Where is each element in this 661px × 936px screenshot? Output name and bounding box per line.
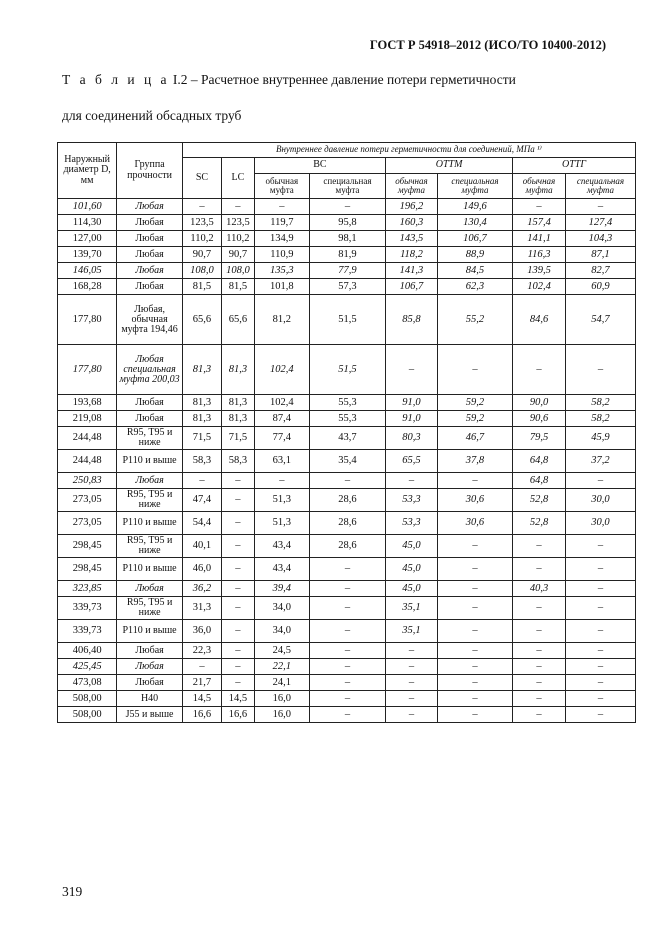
cell-value: 102,4 — [254, 395, 309, 411]
cell-value: 71,5 — [222, 427, 255, 450]
cell-group: Любая — [117, 247, 183, 263]
cell-value: 135,3 — [254, 263, 309, 279]
cell-value: 22,3 — [182, 643, 221, 659]
cell-value: – — [309, 558, 385, 581]
cell-value: 30,0 — [565, 489, 635, 512]
header-bc-regular: обычная муфта — [254, 174, 309, 199]
cell-diameter: 508,00 — [58, 707, 117, 723]
cell-value: 55,3 — [309, 411, 385, 427]
cell-value: 110,2 — [222, 231, 255, 247]
cell-group: Любая — [117, 675, 183, 691]
cell-group: R95, T95 и ниже — [117, 427, 183, 450]
cell-value: 81,5 — [182, 279, 221, 295]
cell-value: 106,7 — [386, 279, 438, 295]
cell-value: 196,2 — [386, 199, 438, 215]
cell-value: 90,0 — [513, 395, 566, 411]
cell-group: P110 и выше — [117, 512, 183, 535]
cell-value: 98,1 — [309, 231, 385, 247]
cell-value: – — [386, 643, 438, 659]
cell-diameter: 114,30 — [58, 215, 117, 231]
cell-value: – — [222, 489, 255, 512]
cell-value: 35,1 — [386, 597, 438, 620]
cell-value: 81,3 — [222, 395, 255, 411]
cell-value: – — [222, 199, 255, 215]
cell-value: 149,6 — [437, 199, 512, 215]
cell-value: – — [386, 691, 438, 707]
cell-value: – — [513, 199, 566, 215]
cell-diameter: 244,48 — [58, 427, 117, 450]
cell-value: 104,3 — [565, 231, 635, 247]
cell-value: 35,1 — [386, 620, 438, 643]
cell-value: – — [222, 643, 255, 659]
cell-value: 45,0 — [386, 535, 438, 558]
cell-value: 53,3 — [386, 512, 438, 535]
cell-value: 43,4 — [254, 535, 309, 558]
cell-value: 46,0 — [182, 558, 221, 581]
cell-value: 127,4 — [565, 215, 635, 231]
cell-value: 81,3 — [222, 411, 255, 427]
cell-value: 141,3 — [386, 263, 438, 279]
cell-value: – — [565, 597, 635, 620]
cell-value: – — [437, 535, 512, 558]
cell-value: 16,6 — [182, 707, 221, 723]
cell-value: – — [222, 659, 255, 675]
cell-value: 51,5 — [309, 345, 385, 395]
cell-value: – — [182, 199, 221, 215]
cell-value: 123,5 — [182, 215, 221, 231]
header-sc: SC — [182, 158, 221, 199]
cell-value: 52,8 — [513, 512, 566, 535]
cell-value: – — [222, 597, 255, 620]
cell-value: – — [254, 473, 309, 489]
cell-value: 81,3 — [182, 411, 221, 427]
caption-number: I.2 — [172, 72, 188, 87]
table-row — [58, 597, 636, 620]
cell-value: 30,6 — [437, 489, 512, 512]
cell-group: R95, T95 и ниже — [117, 535, 183, 558]
cell-value: – — [309, 707, 385, 723]
cell-value: – — [182, 659, 221, 675]
cell-diameter: 168,28 — [58, 279, 117, 295]
header-diameter: Наружный диаметр D, мм — [58, 143, 117, 199]
cell-value: – — [565, 675, 635, 691]
cell-value: – — [309, 691, 385, 707]
cell-diameter: 473,08 — [58, 675, 117, 691]
cell-value: 64,8 — [513, 450, 566, 473]
page-number: 319 — [62, 884, 83, 899]
cell-group: Любая — [117, 263, 183, 279]
cell-value: 54,4 — [182, 512, 221, 535]
cell-value: 64,8 — [513, 473, 566, 489]
cell-diameter: 406,40 — [58, 643, 117, 659]
cell-group: Любая — [117, 643, 183, 659]
cell-value: – — [513, 659, 566, 675]
table-row — [58, 199, 636, 215]
cell-diameter: 177,80 — [58, 345, 117, 395]
cell-group: Любая — [117, 199, 183, 215]
cell-value: 130,4 — [437, 215, 512, 231]
cell-value: 59,2 — [437, 395, 512, 411]
cell-value: 39,4 — [254, 581, 309, 597]
cell-value: 81,3 — [182, 395, 221, 411]
cell-value: 71,5 — [182, 427, 221, 450]
cell-value: 59,2 — [437, 411, 512, 427]
cell-value: – — [513, 675, 566, 691]
cell-value: 21,7 — [182, 675, 221, 691]
cell-value: 82,7 — [565, 263, 635, 279]
cell-value: – — [309, 581, 385, 597]
cell-value: 36,2 — [182, 581, 221, 597]
cell-value: 52,8 — [513, 489, 566, 512]
cell-value: – — [222, 473, 255, 489]
cell-diameter: 101,60 — [58, 199, 117, 215]
table-row — [58, 411, 636, 427]
cell-value: – — [309, 643, 385, 659]
cell-value: – — [513, 535, 566, 558]
cell-diameter: 177,80 — [58, 295, 117, 345]
cell-value: 30,6 — [437, 512, 512, 535]
cell-value: – — [222, 675, 255, 691]
cell-value: 35,4 — [309, 450, 385, 473]
table-row — [58, 675, 636, 691]
cell-value: 28,6 — [309, 489, 385, 512]
cell-value: 24,1 — [254, 675, 309, 691]
cell-diameter: 273,05 — [58, 489, 117, 512]
cell-value: – — [565, 345, 635, 395]
cell-value: 87,4 — [254, 411, 309, 427]
cell-group: Любая, обычная муфта 194,46 — [117, 295, 183, 345]
cell-diameter: 298,45 — [58, 535, 117, 558]
caption-label: Т а б л и ц а — [62, 72, 170, 87]
cell-value: 84,5 — [437, 263, 512, 279]
table-row — [58, 345, 636, 395]
cell-diameter: 339,73 — [58, 620, 117, 643]
cell-value: 81,2 — [254, 295, 309, 345]
cell-value: – — [386, 345, 438, 395]
cell-value: – — [437, 597, 512, 620]
cell-value: 54,7 — [565, 295, 635, 345]
header-bc: BC — [254, 158, 385, 174]
cell-value: – — [437, 675, 512, 691]
table-row — [58, 450, 636, 473]
cell-value: 58,3 — [182, 450, 221, 473]
cell-diameter: 323,85 — [58, 581, 117, 597]
cell-value: – — [513, 558, 566, 581]
table-row — [58, 263, 636, 279]
cell-value: 45,0 — [386, 581, 438, 597]
header-ottm: ОТТМ — [386, 158, 513, 174]
cell-value: – — [386, 675, 438, 691]
cell-value: 108,0 — [222, 263, 255, 279]
cell-value: – — [513, 691, 566, 707]
cell-value: – — [386, 473, 438, 489]
cell-diameter: 339,73 — [58, 597, 117, 620]
cell-diameter: 508,00 — [58, 691, 117, 707]
cell-value: 106,7 — [437, 231, 512, 247]
header-lc: LC — [222, 158, 255, 199]
cell-value: 119,7 — [254, 215, 309, 231]
cell-diameter: 193,68 — [58, 395, 117, 411]
cell-value: 123,5 — [222, 215, 255, 231]
cell-value: 34,0 — [254, 620, 309, 643]
cell-value: 51,5 — [309, 295, 385, 345]
cell-value: – — [437, 691, 512, 707]
table-row — [58, 707, 636, 723]
cell-group: R95, T95 и ниже — [117, 489, 183, 512]
caption-title-part1: – Расчетное внутреннее давление потери герметичности — [190, 72, 516, 87]
cell-value: 65,6 — [222, 295, 255, 345]
cell-value: 47,4 — [182, 489, 221, 512]
cell-value: 58,3 — [222, 450, 255, 473]
cell-value: – — [309, 473, 385, 489]
cell-value: 116,3 — [513, 247, 566, 263]
cell-value: 65,6 — [182, 295, 221, 345]
cell-group: Любая — [117, 659, 183, 675]
cell-value: – — [437, 558, 512, 581]
cell-value: 16,0 — [254, 691, 309, 707]
caption-title-part2: для соединений обсадных труб — [62, 108, 242, 123]
cell-value: 37,8 — [437, 450, 512, 473]
cell-value: 157,4 — [513, 215, 566, 231]
table-row — [58, 620, 636, 643]
cell-group: Любая — [117, 395, 183, 411]
cell-value: 55,2 — [437, 295, 512, 345]
cell-value: – — [565, 558, 635, 581]
cell-value: 45,0 — [386, 558, 438, 581]
cell-value: 28,6 — [309, 535, 385, 558]
cell-value: 134,9 — [254, 231, 309, 247]
cell-diameter: 139,70 — [58, 247, 117, 263]
cell-value: 53,3 — [386, 489, 438, 512]
cell-value: – — [222, 558, 255, 581]
table-row — [58, 581, 636, 597]
cell-value: – — [565, 535, 635, 558]
cell-value: 141,1 — [513, 231, 566, 247]
cell-diameter: 425,45 — [58, 659, 117, 675]
cell-value: – — [222, 512, 255, 535]
table-row — [58, 395, 636, 411]
cell-value: 55,3 — [309, 395, 385, 411]
table-row — [58, 643, 636, 659]
table-row — [58, 512, 636, 535]
cell-value: 77,9 — [309, 263, 385, 279]
cell-group: Любая — [117, 473, 183, 489]
cell-value: 90,7 — [222, 247, 255, 263]
cell-group: Любая — [117, 411, 183, 427]
cell-value: 16,0 — [254, 707, 309, 723]
cell-group: H40 — [117, 691, 183, 707]
cell-diameter: 127,00 — [58, 231, 117, 247]
cell-value: 57,3 — [309, 279, 385, 295]
table-row — [58, 247, 636, 263]
table-row — [58, 295, 636, 345]
table-row — [58, 427, 636, 450]
cell-value: 160,3 — [386, 215, 438, 231]
table-row — [58, 473, 636, 489]
cell-value: 90,7 — [182, 247, 221, 263]
table-row — [58, 279, 636, 295]
cell-value: 79,5 — [513, 427, 566, 450]
cell-value: 118,2 — [386, 247, 438, 263]
header-bc-special: специальная муфта — [309, 174, 385, 199]
header-ottg-regular: обычная муфта — [513, 174, 566, 199]
cell-diameter: 298,45 — [58, 558, 117, 581]
cell-value: – — [437, 581, 512, 597]
cell-value: – — [386, 659, 438, 675]
cell-value: – — [309, 659, 385, 675]
cell-value: 84,6 — [513, 295, 566, 345]
cell-value: 65,5 — [386, 450, 438, 473]
cell-value: 81,3 — [222, 345, 255, 395]
cell-value: – — [565, 707, 635, 723]
cell-value: 88,9 — [437, 247, 512, 263]
header-group: Группа прочности — [117, 143, 183, 199]
cell-value: – — [565, 581, 635, 597]
cell-value: – — [309, 675, 385, 691]
cell-group: Любая — [117, 231, 183, 247]
cell-value: 51,3 — [254, 489, 309, 512]
cell-value: 45,9 — [565, 427, 635, 450]
cell-value: – — [222, 535, 255, 558]
header-ottg-special: специальная муфта — [565, 174, 635, 199]
cell-value: 110,2 — [182, 231, 221, 247]
cell-value: 43,4 — [254, 558, 309, 581]
cell-value: – — [254, 199, 309, 215]
cell-value: 40,3 — [513, 581, 566, 597]
table-row — [58, 659, 636, 675]
cell-value: 60,9 — [565, 279, 635, 295]
cell-value: 108,0 — [182, 263, 221, 279]
cell-value: 51,3 — [254, 512, 309, 535]
cell-value: – — [565, 659, 635, 675]
cell-group: P110 и выше — [117, 620, 183, 643]
cell-group: P110 и выше — [117, 558, 183, 581]
cell-group: R95, T95 и ниже — [117, 597, 183, 620]
cell-value: – — [565, 620, 635, 643]
cell-value: – — [565, 199, 635, 215]
table-row — [58, 558, 636, 581]
cell-value: – — [222, 620, 255, 643]
cell-value: – — [513, 597, 566, 620]
cell-value: 58,2 — [565, 411, 635, 427]
cell-value: – — [309, 597, 385, 620]
cell-value: 87,1 — [565, 247, 635, 263]
header-ottm-regular: обычная муфта — [386, 174, 438, 199]
cell-value: 22,1 — [254, 659, 309, 675]
cell-value: 139,5 — [513, 263, 566, 279]
cell-value: 143,5 — [386, 231, 438, 247]
cell-group: P110 и выше — [117, 450, 183, 473]
cell-group: J55 и выше — [117, 707, 183, 723]
table-row — [58, 535, 636, 558]
document-header: ГОСТ Р 54918–2012 (ИСО/ТО 10400-2012) — [369, 38, 606, 52]
cell-value: 14,5 — [182, 691, 221, 707]
cell-value: 28,6 — [309, 512, 385, 535]
cell-value: 90,6 — [513, 411, 566, 427]
cell-value: – — [437, 345, 512, 395]
cell-value: – — [437, 473, 512, 489]
cell-value: 91,0 — [386, 411, 438, 427]
cell-value: – — [437, 643, 512, 659]
cell-value: 14,5 — [222, 691, 255, 707]
cell-value: – — [222, 581, 255, 597]
cell-value: 91,0 — [386, 395, 438, 411]
cell-diameter: 244,48 — [58, 450, 117, 473]
cell-diameter: 146,05 — [58, 263, 117, 279]
cell-value: 31,3 — [182, 597, 221, 620]
table-row — [58, 231, 636, 247]
cell-group: Любая — [117, 279, 183, 295]
cell-value: 80,3 — [386, 427, 438, 450]
cell-group: Любая — [117, 581, 183, 597]
pressure-table — [57, 142, 636, 723]
cell-value: 36,0 — [182, 620, 221, 643]
cell-value: 95,8 — [309, 215, 385, 231]
cell-value: 102,4 — [513, 279, 566, 295]
cell-value: 40,1 — [182, 535, 221, 558]
table-row — [58, 215, 636, 231]
header-ottg: ОТТГ — [513, 158, 636, 174]
cell-value: 16,6 — [222, 707, 255, 723]
cell-value: 24,5 — [254, 643, 309, 659]
cell-value: 81,9 — [309, 247, 385, 263]
table-row — [58, 489, 636, 512]
cell-value: 102,4 — [254, 345, 309, 395]
cell-group: Любая специальная муфта 200,03 — [117, 345, 183, 395]
cell-value: 37,2 — [565, 450, 635, 473]
cell-value: – — [513, 643, 566, 659]
cell-diameter: 273,05 — [58, 512, 117, 535]
header-ottm-special: специальная муфта — [437, 174, 512, 199]
cell-value: – — [437, 659, 512, 675]
cell-value: 43,7 — [309, 427, 385, 450]
cell-value: – — [437, 620, 512, 643]
cell-diameter: 250,83 — [58, 473, 117, 489]
cell-value: 63,1 — [254, 450, 309, 473]
cell-value: 77,4 — [254, 427, 309, 450]
table-body — [58, 199, 636, 723]
cell-value: – — [386, 707, 438, 723]
cell-value: 58,2 — [565, 395, 635, 411]
cell-value: – — [565, 643, 635, 659]
cell-value: – — [182, 473, 221, 489]
cell-value: 85,8 — [386, 295, 438, 345]
cell-value: 30,0 — [565, 512, 635, 535]
cell-value: – — [565, 473, 635, 489]
cell-value: – — [513, 620, 566, 643]
cell-value: – — [513, 707, 566, 723]
cell-value: – — [565, 691, 635, 707]
cell-value: 110,9 — [254, 247, 309, 263]
cell-value: 34,0 — [254, 597, 309, 620]
cell-value: – — [309, 620, 385, 643]
table-row — [58, 691, 636, 707]
cell-value: – — [513, 345, 566, 395]
cell-value: 46,7 — [437, 427, 512, 450]
header-pressure-group: Внутреннее давление потери герметичности для соединений, МПа ¹⁾ — [182, 143, 635, 158]
cell-value: 81,3 — [182, 345, 221, 395]
cell-value: 81,5 — [222, 279, 255, 295]
cell-diameter: 219,08 — [58, 411, 117, 427]
cell-group: Любая — [117, 215, 183, 231]
cell-value: 62,3 — [437, 279, 512, 295]
cell-value: – — [437, 707, 512, 723]
cell-value: – — [309, 199, 385, 215]
table-caption — [62, 72, 516, 88]
cell-value: 101,8 — [254, 279, 309, 295]
